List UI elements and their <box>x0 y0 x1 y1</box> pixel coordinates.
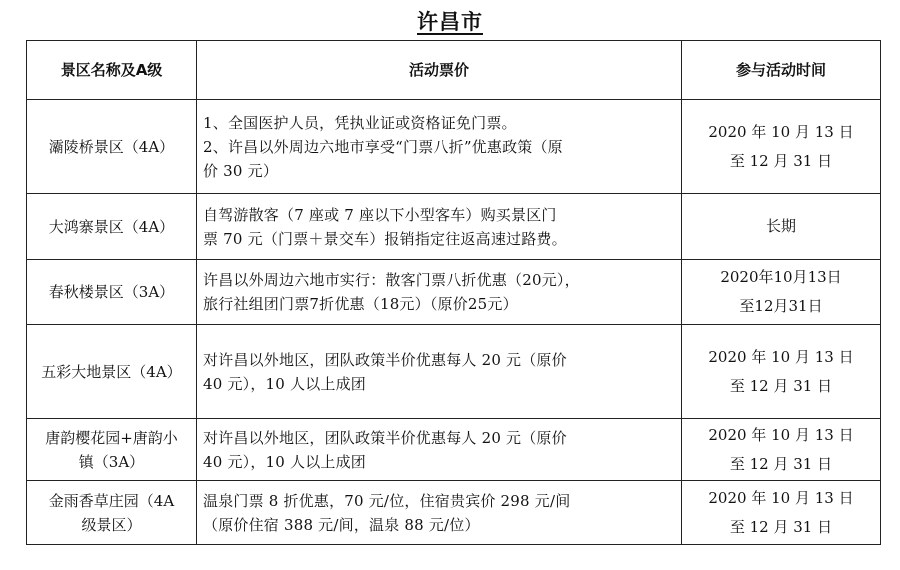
cell-line: 40 元），10 人以上成团 <box>203 452 367 471</box>
cell-line: 价 30 元） <box>203 161 279 180</box>
page-title-text: 许昌市 <box>417 9 483 34</box>
table-row <box>27 325 881 419</box>
cell-name <box>27 100 197 194</box>
scenic-discount-table <box>26 40 881 545</box>
cell-line: 长期 <box>765 217 796 235</box>
table-row <box>27 260 881 325</box>
cell-price <box>197 194 682 260</box>
cell-line: 2020 年 10 月 13 日 <box>708 122 854 141</box>
cell-line: 金雨香草庄园（4A <box>48 491 175 510</box>
cell-price <box>197 100 682 194</box>
cell-line: 票 70 元（门票＋景交车）报销指定往返高速过路费。 <box>203 229 567 248</box>
cell-line: 灞陵桥景区（4A） <box>48 137 175 156</box>
cell-line: 春秋楼景区（3A） <box>48 283 175 301</box>
cell-line: 至 12 月 31 日 <box>729 376 833 395</box>
cell-time <box>682 100 881 194</box>
cell-price <box>197 481 682 545</box>
cell-line: 2020年10月13日 <box>720 268 842 286</box>
cell-line: 至12月31日 <box>739 297 823 315</box>
cell-price <box>197 325 682 419</box>
cell-price <box>197 260 682 325</box>
cell-line: 旅行社组团门票7折优惠（18元）（原价25元） <box>203 295 518 313</box>
cell-line: 级景区） <box>81 515 142 534</box>
cell-line: 2020 年 10 月 13 日 <box>708 347 854 366</box>
cell-name <box>27 194 197 260</box>
cell-line: 至 12 月 31 日 <box>729 454 833 473</box>
cell-line: 对许昌以外地区，团队政策半价优惠每人 20 元（原价 <box>203 428 567 447</box>
cell-line: 2、许昌以外周边六地市享受“门票八折”优惠政策（原 <box>203 137 563 156</box>
header-name: 景区名称及A级 <box>27 41 197 100</box>
cell-line: 2020 年 10 月 13 日 <box>708 425 854 444</box>
cell-line: 许昌以外周边六地市实行：散客门票八折优惠（20元）， <box>203 271 580 289</box>
header-time: 参与活动时间 <box>682 41 881 100</box>
cell-line: 至 12 月 31 日 <box>729 517 833 536</box>
cell-name <box>27 419 197 481</box>
cell-line: 唐韵樱花园+唐韵小 <box>45 428 178 447</box>
cell-name <box>27 481 197 545</box>
cell-time <box>682 419 881 481</box>
cell-line: 五彩大地景区（4A） <box>41 362 182 381</box>
cell-time <box>682 325 881 419</box>
table-header-row <box>27 41 881 100</box>
page-title <box>0 6 900 36</box>
cell-time <box>682 260 881 325</box>
cell-line: 1、全国医护人员，凭执业证或资格证免门票。 <box>203 113 517 132</box>
cell-name <box>27 325 197 419</box>
header-price: 活动票价 <box>197 41 682 100</box>
cell-line: 大鸿寨景区（4A） <box>48 217 175 236</box>
cell-line: 镇（3A） <box>78 452 145 471</box>
cell-time <box>682 481 881 545</box>
cell-price <box>197 419 682 481</box>
cell-line: （原价住宿 388 元/间，温泉 88 元/位） <box>203 515 480 534</box>
cell-line: 对许昌以外地区，团队政策半价优惠每人 20 元（原价 <box>203 350 567 369</box>
cell-name <box>27 260 197 325</box>
cell-line: 2020 年 10 月 13 日 <box>708 488 854 507</box>
table-row <box>27 194 881 260</box>
cell-line: 至 12 月 31 日 <box>729 151 833 170</box>
table-row <box>27 100 881 194</box>
cell-time <box>682 194 881 260</box>
table-row <box>27 481 881 545</box>
table-row <box>27 419 881 481</box>
cell-line: 温泉门票 8 折优惠，70 元/位，住宿贵宾价 298 元/间 <box>203 491 571 510</box>
cell-line: 40 元），10 人以上成团 <box>203 374 367 393</box>
cell-line: 自驾游散客（7 座或 7 座以下小型客车）购买景区门 <box>203 205 557 224</box>
